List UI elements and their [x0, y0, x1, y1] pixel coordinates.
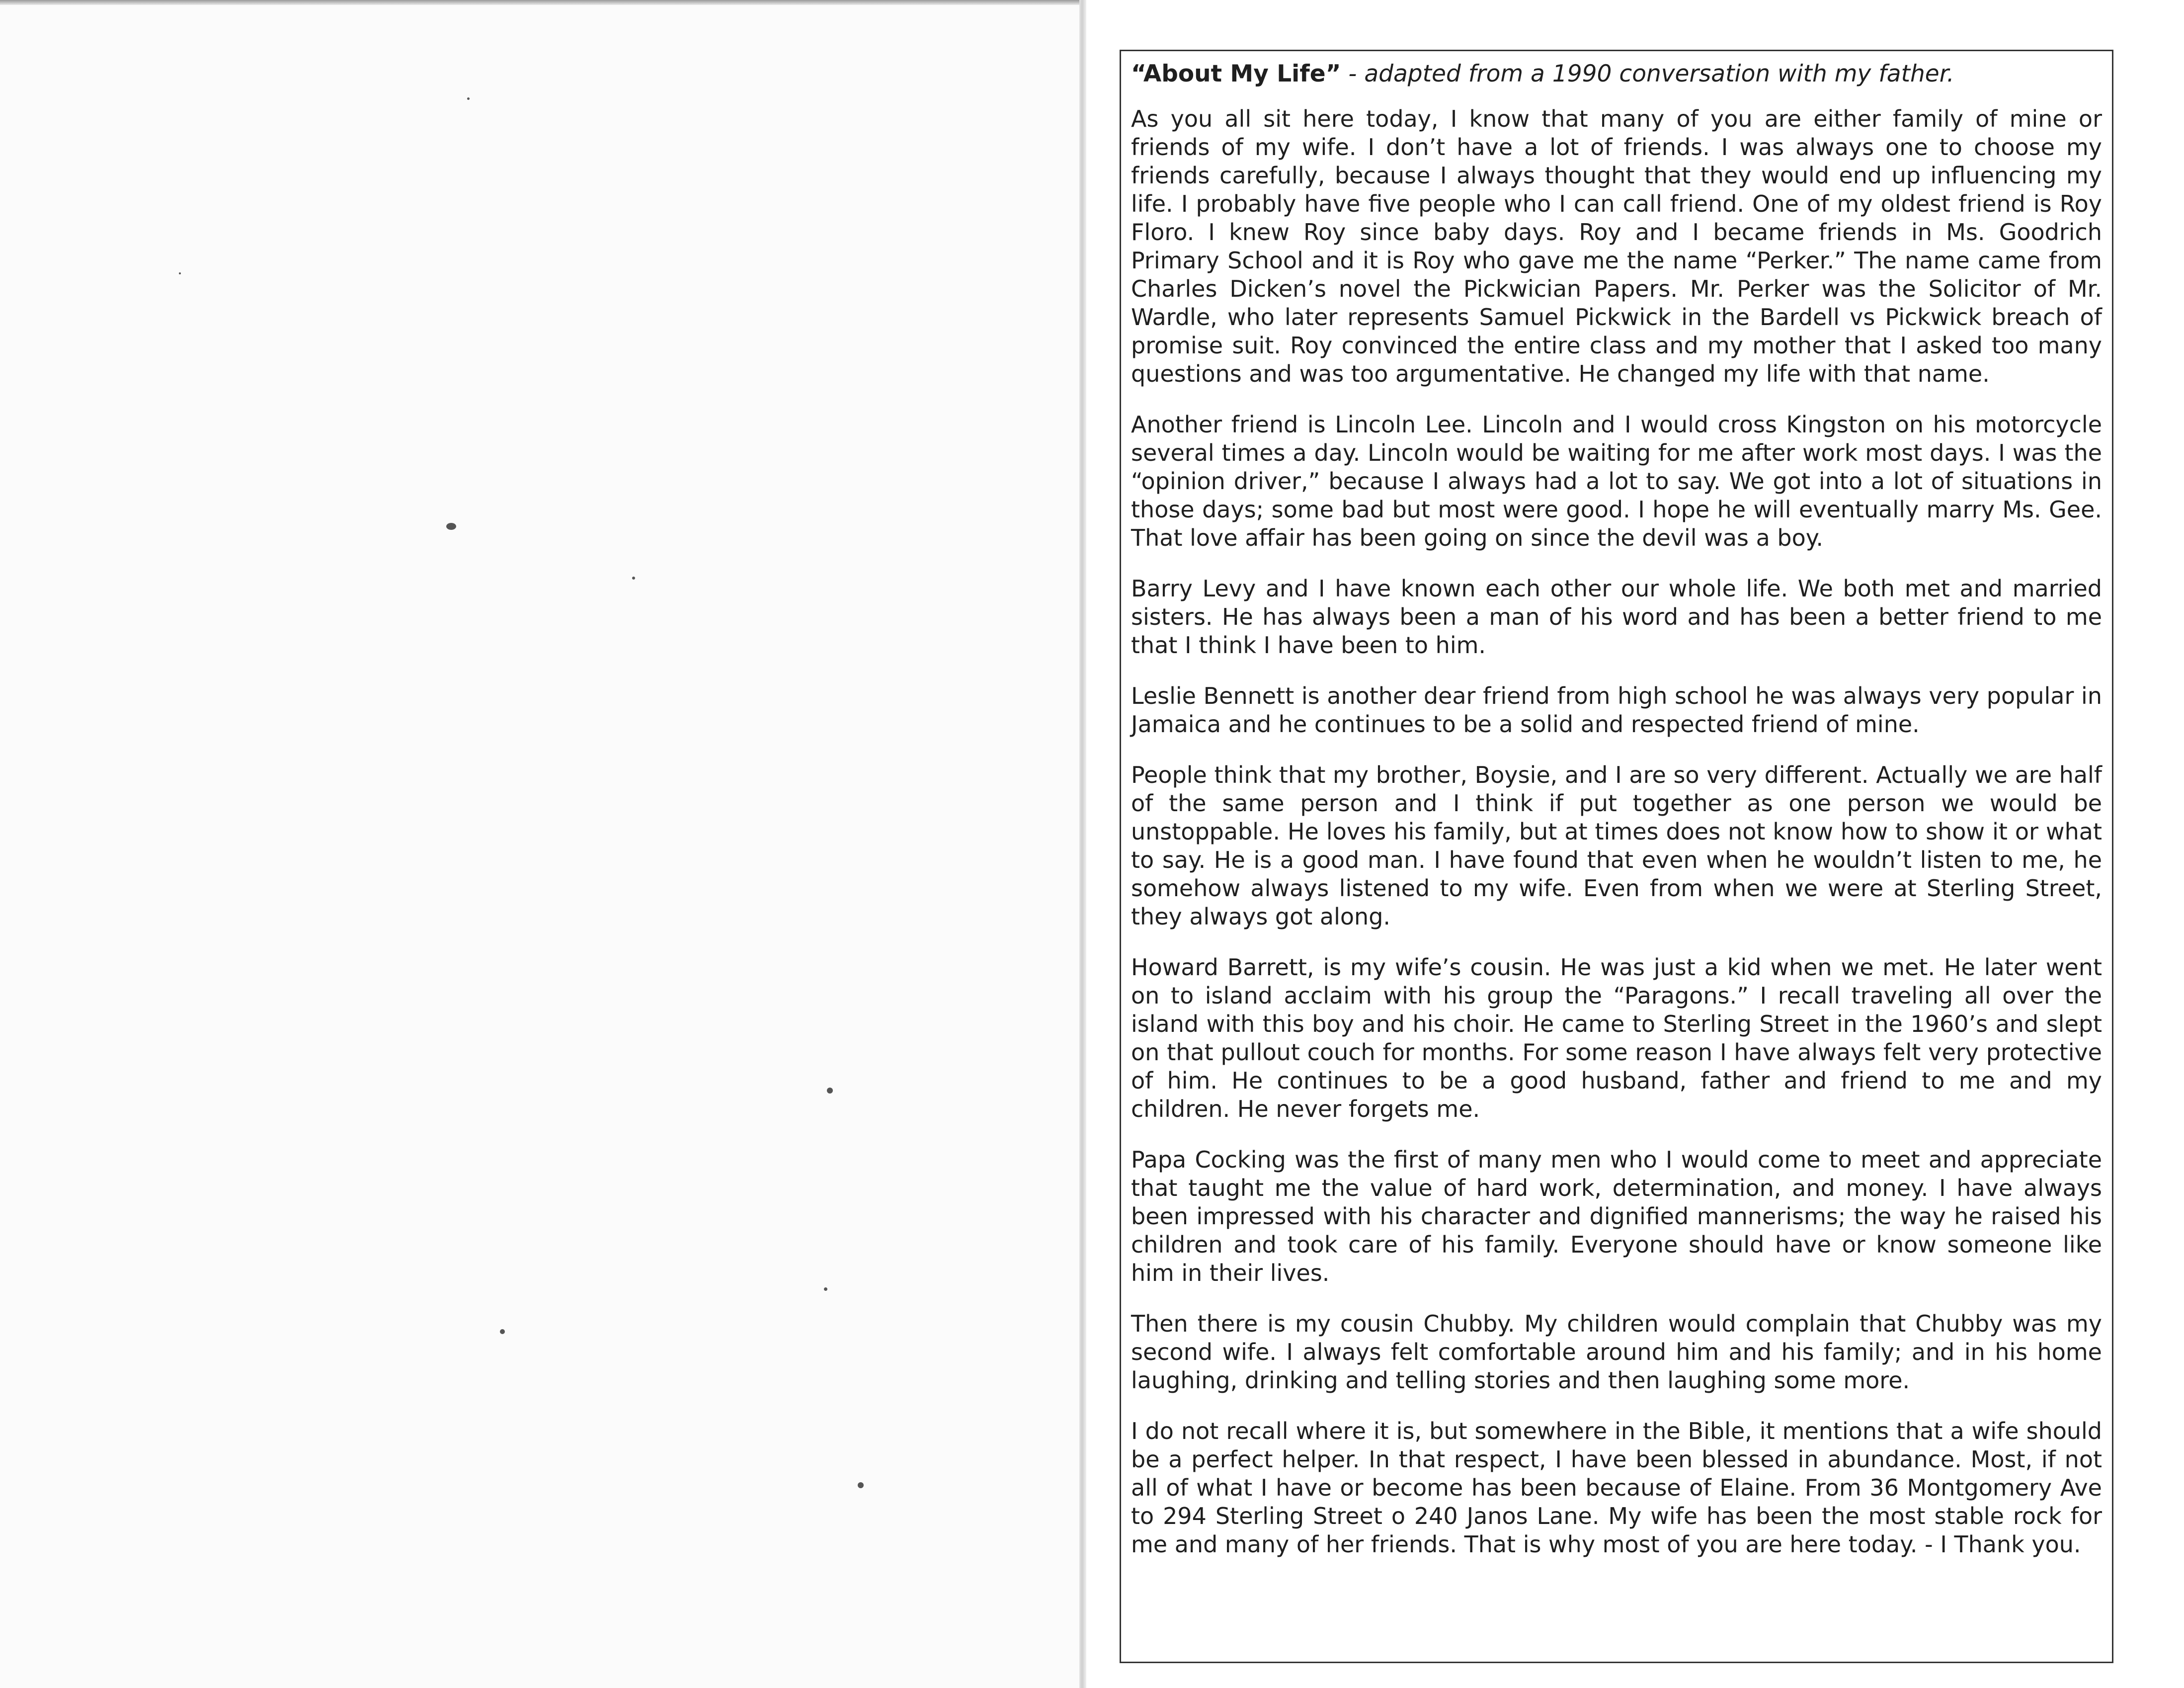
scan-speck	[467, 97, 470, 100]
scan-speck	[827, 1088, 833, 1094]
document-title: “About My Life”	[1131, 60, 1341, 87]
scan-speck	[632, 577, 635, 580]
paragraph-wife-elaine: I do not recall where it is, but somewhere in the Bible, it mentions that a wife should be a perfect helper. In that respect, I have been blessed in abundance. Most, if not all of what I have or become has been because of Elaine. From 36 Montgomery Ave to 294 Sterling Street o 240 Janos Lane. My wife has been the most stable rock for me and many of her friends. That is why most of you are here today. - I Thank you.	[1131, 1418, 2102, 1558]
paragraph-leslie-bennett: Leslie Bennett is another dear friend from high school he was always very popular in Jamaica and he continues to be a solid and respected friend of mine.	[1131, 682, 2102, 738]
paragraph-papa-cocking: Papa Cocking was the first of many men who I would come to meet and appreciate that taught me the value of hard work, determination, and money. I have always been impressed with his character and dignified mannerisms; the way he raised his children and took care of his family. Everyone should have or know someone like him in their lives.	[1131, 1146, 2102, 1286]
paragraph-lincoln-lee: Another friend is Lincoln Lee. Lincoln and I would cross Kingston on his motorcycle several times a day. Lincoln would be waiting for me after work most days. I was the “opinion driver,” because I always had a lot to say. We got into a lot of situations in those days; some bad but most were good. I hope he will eventually marry Ms. Gee. That love affair has been going on since the devil was a boy.	[1131, 411, 2102, 551]
paragraph-howard-barrett: Howard Barrett, is my wife’s cousin. He was just a kid when we met. He later went on to island acclaim with his group the “Paragons.” I recall traveling all over the island with this boy and his choir. He came to Sterling Street in the 1960’s and slept on that pullout couch for months. For some reason I have always felt very protective of him. He continues to be a good husband, father and friend to me and my children. He never forgets me.	[1131, 954, 2102, 1122]
scan-speck	[446, 523, 456, 530]
scan-speck	[179, 272, 181, 274]
scan-speck	[500, 1329, 505, 1334]
left-page-blank	[0, 0, 1079, 1688]
paragraph-barry-levy: Barry Levy and I have known each other our whole life. We both met and married sisters. He has always been a man of his word and has been a better friend to me that I think I have been to him.	[1131, 575, 2102, 659]
scan-speck	[858, 1482, 864, 1488]
document-heading	[1131, 58, 2102, 90]
paragraph-friends-roy-floro: As you all sit here today, I know that many of you are either family of mine or friends of my wife. I don’t have a lot of friends. I was always one to choose my friends carefully, because I always thought that they would end up influencing my life. I probably have five people who I can call friend. One of my oldest friend is Roy Floro. I knew Roy since baby days. Roy and I became friends in Ms. Goodrich Primary School and it is Roy who gave me the name “Perker.” The name came from Charles Dicken’s novel the Pickwician Papers. Mr. Perker was the Solicitor of Mr. Wardle, who later represents Samuel Pickwick in the Bardell vs Pickwick breach of promise suit. Roy convinced the entire class and my mother that I asked too many questions and was too argumentative. He changed my life with that name.	[1131, 105, 2102, 387]
paragraph-cousin-chubby: Then there is my cousin Chubby. My children would complain that Chubby was my second wife. I always felt comfortable around him and his family; and in his home laughing, drinking and telling stories and then laughing some more.	[1131, 1310, 2102, 1394]
book-spine-fold	[1079, 0, 1086, 1688]
scan-speck	[824, 1287, 827, 1291]
paragraph-brother-boysie: People think that my brother, Boysie, and I are so very different. Actually we are half of the same person and I think if put together as one person we would be unstoppable. He loves his family, but at times does not know how to show it or what to say. He is a good man. I have found that even when he wouldn’t listen to me, he somehow always listened to my wife. Even from when we were at Sterling Street, they always got along.	[1131, 761, 2102, 930]
document-border-box	[1120, 50, 2113, 1663]
document-subtitle: - adapted from a 1990 conversation with my father.	[1341, 60, 1954, 87]
